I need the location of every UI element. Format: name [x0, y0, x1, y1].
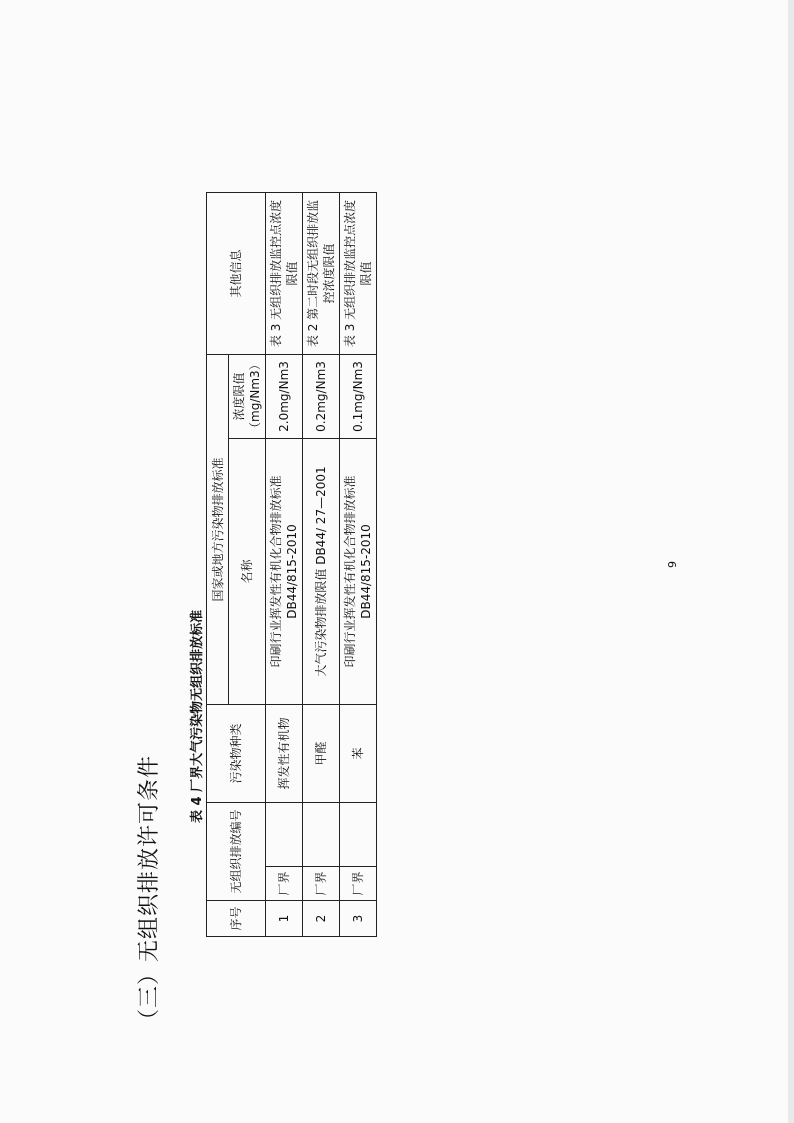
cell-outlet-blank [303, 802, 340, 866]
header-other: 其他信息 [207, 192, 266, 354]
cell-outlet: 厂界 [340, 867, 377, 901]
emission-standard-table [206, 192, 377, 937]
section-heading: （三）无组织排放许可条件 [137, 754, 162, 1031]
table-header-row [207, 192, 229, 936]
cell-limit: 2.0mg/Nm3 [266, 354, 303, 438]
header-seq: 序号 [207, 901, 266, 937]
cell-seq: 2 [303, 901, 340, 937]
table-row [303, 192, 340, 936]
cell-standard-name: 印刷行业挥发性有机化合物排放标准 DB44/815-2010 [266, 438, 303, 704]
cell-standard-name: 大气污染物排放限值 DB44/ 27—2001 [303, 438, 340, 704]
cell-outlet-blank [266, 802, 303, 866]
cell-other: 表 2 第二时段无组织排放监控浓度限值 [303, 192, 340, 354]
cell-outlet-blank [340, 802, 377, 866]
cell-other: 表 3 无组织排放监控点浓度限值 [266, 192, 303, 354]
cell-seq: 3 [340, 901, 377, 937]
header-limit: 浓度限值（mg/Nm3） [229, 354, 266, 438]
cell-pollutant: 挥发性有机物 [266, 704, 303, 802]
table-row [266, 192, 303, 936]
table-row [340, 192, 377, 936]
header-outlet: 无组织排放编号 [207, 802, 266, 900]
header-pollutant: 污染物种类 [207, 704, 266, 802]
cell-outlet: 厂界 [266, 867, 303, 901]
cell-limit: 0.2mg/Nm3 [303, 354, 340, 438]
cell-seq: 1 [266, 901, 303, 937]
cell-standard-name: 印刷行业挥发性有机化合物排放标准 DB44/815-2010 [340, 438, 377, 704]
cell-outlet: 厂界 [303, 867, 340, 901]
cell-pollutant: 苯 [340, 704, 377, 802]
header-standard-group: 国家或地方污染物排放标准 [207, 354, 229, 704]
cell-other: 表 3 无组织排放监控点浓度限值 [340, 192, 377, 354]
header-name: 名称 [229, 438, 266, 704]
cell-pollutant: 甲醛 [303, 704, 340, 802]
table-caption: 表 4 厂界大气污染物无组织排放标准 [190, 609, 205, 823]
page-number: 9 [666, 561, 679, 568]
cell-limit: 0.1mg/Nm3 [340, 354, 377, 438]
